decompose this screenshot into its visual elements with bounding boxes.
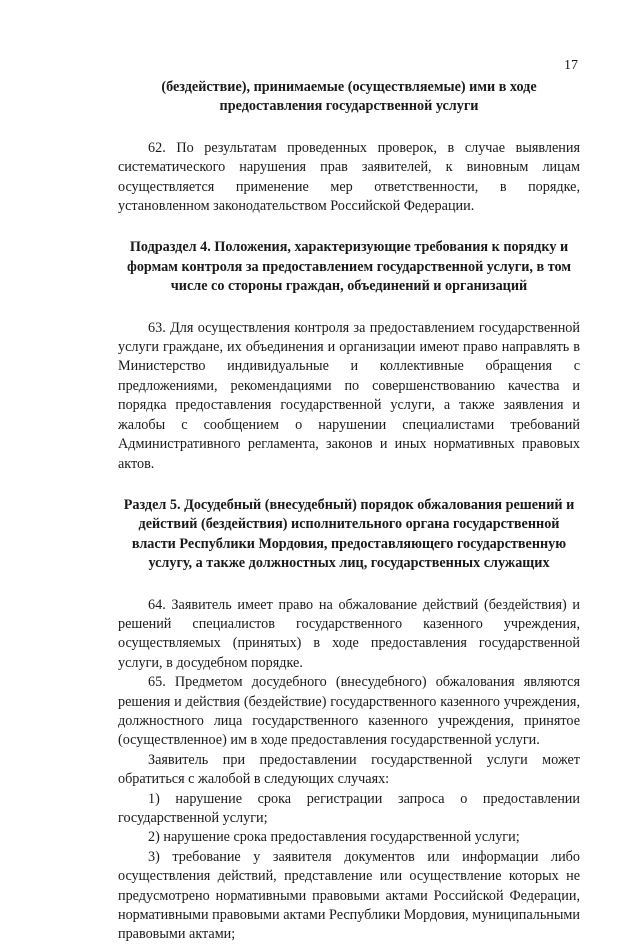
paragraph-65: 65. Предметом досудебного (внесудебного) обжалования являются решения и действия (бездействие) государственного казенного учреждения, должностного лица государственного казенного учреждения, принятое (осуществленное) им в ходе предоставления государственной услуги. [118, 674, 580, 749]
paragraph-62: 62. По результатам проведенных проверок, в случае выявления систематического нарушения прав заявителей, к виновным лицам осуществляется применение мер ответственности, в порядке, установленном законодательством Российской Федерации. [118, 139, 580, 215]
document-body [118, 78, 580, 945]
paragraph-63: 63. Для осуществления контроля за предоставлением государственной услуги граждане, их объединения и организации имеют право направлять в Министерство индивидуальные и коллективные обращения с предложениями, рекомендациями по совершенствованию качества и порядка предоставления государственной услуги, а также заявления и жалобы с сообщением о нарушении специалистами требований Административного регламента, законов и иных нормативных правовых актов. [118, 319, 580, 472]
paragraph-cases-intro: Заявитель при предоставлении государственной услуги может обратиться с жалобой в следующих случаях: [118, 751, 580, 788]
spacer [118, 117, 580, 139]
paragraph-64: 64. Заявитель имеет право на обжалование действий (бездействия) и решений специалистов государственного казенного учреждения, осуществляемых (принятых) в ходе предоставления государственной услуги, в досудебном порядке. [118, 596, 580, 671]
section-5-heading: Раздел 5. Досудебный (внесудебный) порядок обжалования решений и действий (бездействия) исполнительного органа государственной власти Республики Мордовия, предоставляющего государственную услугу, а также должностных лиц, государственных служащих [123, 496, 575, 572]
heading-top: (бездействие), принимаемые (осуществляемые) ими в ходе предоставления государственной услуги [161, 79, 537, 115]
spacer [118, 574, 580, 596]
spacer [118, 216, 580, 238]
page-number: 17 [564, 58, 578, 73]
list-item-3: 3) требование у заявителя документов или информации либо осуществления действий, представление или осуществление которых не предусмотрено нормативными правовыми актами Российской Федерации, нормативными правовыми актами Республики Мордовия, муниципальными правовыми актами; [118, 848, 580, 943]
spacer [118, 474, 580, 496]
list-item-1: 1) нарушение срока регистрации запроса о предоставлении государственной услуги; [118, 790, 580, 826]
subsection-4-heading: Подраздел 4. Положения, характеризующие требования к порядку и формам контроля за предоставлением государственной услуги, в том числе со стороны граждан, объединений и организаций [127, 239, 571, 295]
spacer [118, 297, 580, 319]
list-item-2: 2) нарушение срока предоставления государственной услуги; [148, 829, 520, 846]
